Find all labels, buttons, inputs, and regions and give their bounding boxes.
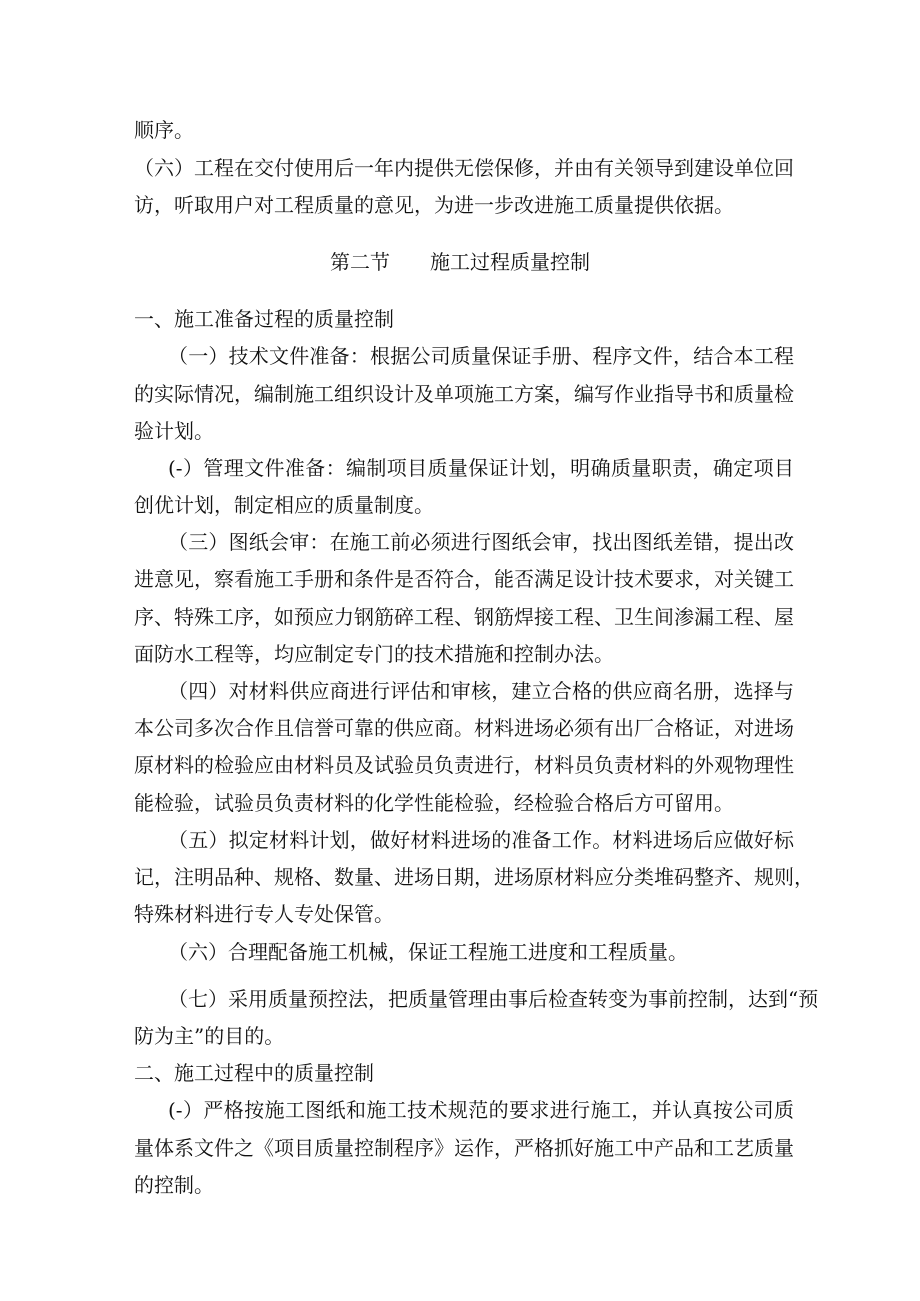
text-line: 本公司多次合作且信誉可靠的供应商。材料进场必须有出厂合格证，对进场	[134, 716, 794, 740]
text-line: 原材料的检验应由材料员及试验员负责进行，材料员负责材料的外观物理性	[134, 753, 794, 777]
text-line: 验计划。	[134, 419, 214, 443]
subsection-heading: 二、施工过程中的质量控制	[134, 1061, 374, 1085]
text-line: 创优计划，制定相应的质量制度。	[134, 493, 434, 517]
text-line: （六）工程在交付使用后一年内提供无偿保修，并由有关领导到建设单位回	[134, 156, 794, 180]
text-line: 面防水工程等，均应制定专门的技术措施和控制办法。	[134, 642, 614, 666]
text-line: 防为主”的目的。	[134, 1024, 285, 1048]
subsection-heading: 一、施工准备过程的质量控制	[134, 307, 394, 331]
text-line: 量体系文件之《项目质量控制程序》运作，严格抓好施工中产品和工艺质量	[134, 1136, 794, 1160]
text-line: 顺序。	[134, 118, 194, 142]
text-line: 记，注明品种、规格、数量、进场日期，进场原材料应分类堆码整齐、规则，	[134, 865, 814, 889]
text-line: 的控制。	[134, 1173, 214, 1197]
text-line: （五）拟定材料计划，做好材料进场的准备工作。材料进场后应做好标	[168, 828, 794, 852]
text-line: 的实际情况，编制施工组织设计及单项施工方案，编写作业指导书和质量检	[134, 382, 794, 406]
text-line: 访，听取用户对工程质量的意见，为进一步改进施工质量提供依据。	[134, 193, 734, 217]
text-line: 序、特殊工序，如预应力钢筋碎工程、钢筋焊接工程、卫生间渗漏工程、屋	[134, 605, 794, 629]
text-line: 能检验，试验员负责材料的化学性能检验，经检验合格后方可留用。	[134, 791, 734, 815]
text-line: （一）技术文件准备：根据公司质量保证手册、程序文件，结合本工程	[168, 344, 794, 368]
text-line: (-）管理文件准备：编制项目质量保证计划，明确质量职责，确定项目	[168, 456, 794, 480]
text-line: 特殊材料进行专人专处保管。	[134, 902, 394, 926]
text-line: （三）图纸会审：在施工前必须进行图纸会审，找出图纸差错，提出改	[168, 530, 794, 554]
text-line: （七）采用质量预控法，把质量管理由事后检查转变为事前控制，达到“预	[168, 987, 819, 1011]
text-line: 进意见，察看施工手册和条件是否符合，能否满足设计技术要求，对关键工	[134, 567, 794, 591]
text-line: (-）严格按施工图纸和施工技术规范的要求进行施工，并认真按公司质	[168, 1098, 794, 1122]
text-line: （四）对材料供应商进行评估和审核，建立合格的供应商名册，选择与	[168, 679, 794, 703]
text-line: （六）合理配备施工机械，保证工程施工进度和工程质量。	[168, 940, 688, 964]
section-heading: 第二节 施工过程质量控制	[330, 250, 590, 274]
